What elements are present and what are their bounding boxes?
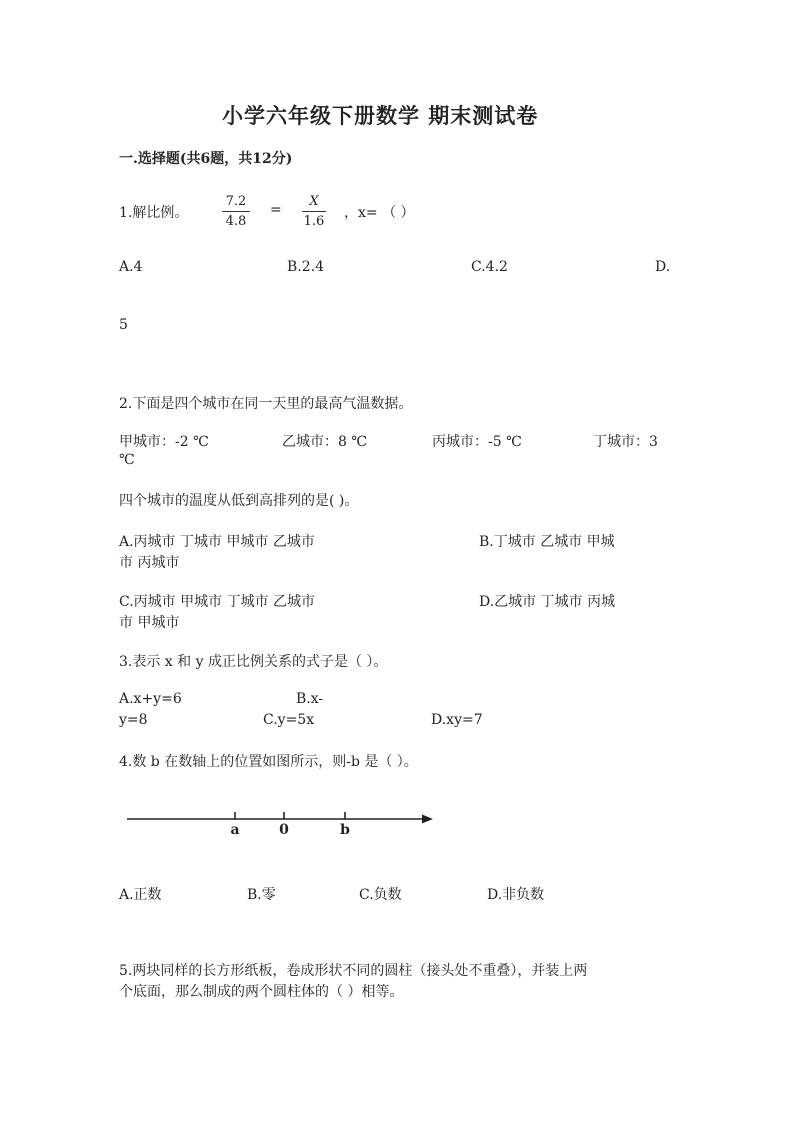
q4-option-b: B.零 [247,887,276,903]
q1-option-a: A.4 [119,259,143,275]
q1-fraction-left [222,194,250,229]
q1-option-c: C.4.2 [471,259,508,275]
label-b: b [340,822,350,838]
q2-option-a: A.丙城市 丁城市 甲城市 乙城市 [119,534,315,550]
q3-option-b-wrap: y=8 [119,712,148,728]
q1-frac2-denominator: 1.6 [303,214,325,229]
q1-stem: 1.解比例。 [119,205,189,221]
q2-city-jia: 甲城市：-2 ℃ [119,434,209,450]
page-title: 小学六年级下册数学 期末测试卷 [222,103,539,128]
q5-stem-line1: 5.两块同样的长方形纸板，卷成形状不同的圆柱（接头处不重叠），并装上两 [119,963,588,979]
fraction-bar [302,211,326,212]
q4-option-c: C.负数 [359,887,402,903]
q1-frac1-denominator: 4.8 [225,214,247,229]
q4-stem: 4.数 b 在数轴上的位置如图所示，则-b 是（ ）。 [119,754,418,770]
q1-option-d: D. [655,259,671,275]
arrow-right-icon [422,815,433,824]
q1-fraction-right [302,194,326,229]
q1-tail: ，x= （ ） [344,205,415,221]
q2-stem: 2.下面是四个城市在同一天里的最高气温数据。 [119,396,413,412]
q1-option-b: B.2.4 [287,259,325,275]
q1-frac2-numerator: X [309,194,319,209]
q3-option-d: D.xy=7 [431,712,483,728]
number-line [120,800,440,844]
q2-option-c: C.丙城市 甲城市 丁城市 乙城市 [119,594,316,610]
q2-city-yi: 乙城市：8 ℃ [282,434,368,450]
q2-option-b-wrap: 市 丙城市 [119,555,180,571]
fraction-bar [222,211,250,212]
q1-frac1-numerator: 7.2 [225,194,247,209]
q5-stem-line2: 个底面，那么制成的两个圆柱体的（ ）相等。 [119,984,404,1000]
q4-option-d: D.非负数 [487,887,545,903]
q2-city-ding-wrap: ℃ [119,452,135,468]
q2-option-b: B.丁城市 乙城市 甲城 [479,534,615,550]
q4-option-a: A.正数 [119,887,162,903]
q3-option-c: C.y=5x [263,712,315,728]
q1-equals: = [270,202,282,218]
section-header: 一.选择题(共6题，共12分) [119,151,293,167]
q2-option-d: D.乙城市 丁城市 丙城 [479,594,616,610]
q3-stem: 3.表示 x 和 y 成正比例关系的式子是（ ）。 [119,654,388,670]
label-a: a [230,822,240,838]
label-0: 0 [279,822,289,838]
q2-city-bing: 丙城市：-5 ℃ [432,434,522,450]
q3-option-a: A.x+y=6 [119,691,182,707]
q1-option-d-wrap: 5 [119,317,128,333]
q3-option-b: B.x- [296,691,324,707]
q2-city-ding: 丁城市：3 [593,434,658,450]
q2-ask: 四个城市的温度从低到高排列的是( )。 [119,493,359,509]
q2-option-d-wrap: 市 甲城市 [119,615,180,631]
